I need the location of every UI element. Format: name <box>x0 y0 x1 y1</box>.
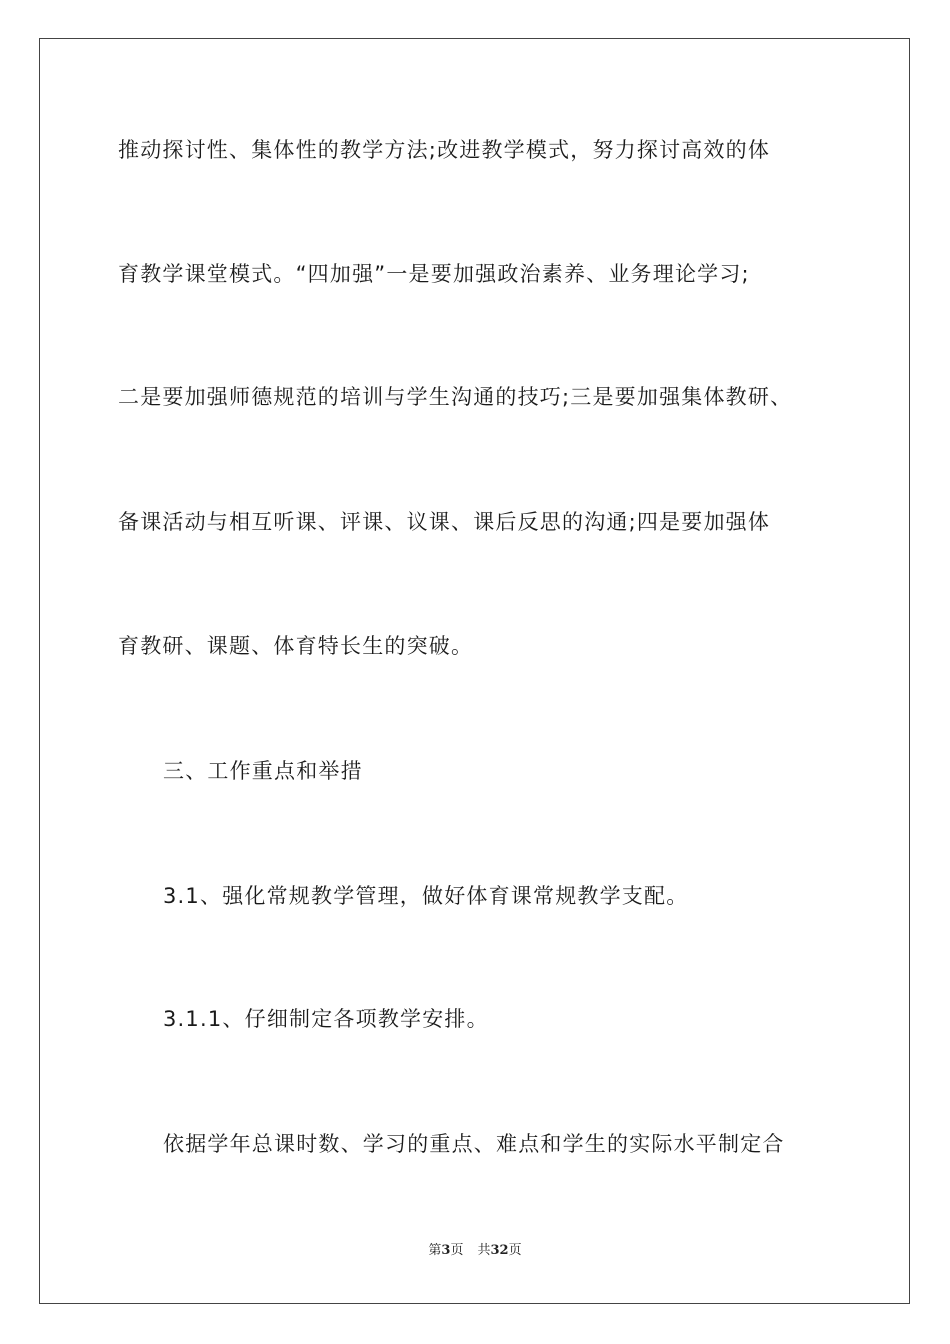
footer-total-suffix: 页 <box>508 1243 522 1258</box>
page-footer <box>0 1243 950 1259</box>
body-line-paragraph-start: 依据学年总课时数、学习的重点、难点和学生的实际水平制定合 <box>163 1132 785 1156</box>
body-line-1: 推动探讨性、集体性的教学方法;改进教学模式，努力探讨高效的体 <box>118 138 771 162</box>
body-line-4: 备课活动与相互听课、评课、议课、课后反思的沟通;四是要加强体 <box>118 510 771 534</box>
body-line-2: 育教学课堂模式。“四加强”一是要加强政治素养、业务理论学习; <box>118 262 750 286</box>
footer-page-suffix: 页 <box>450 1243 464 1258</box>
footer-total-prefix: 共 <box>477 1243 491 1258</box>
footer-page-number: 3 <box>441 1243 451 1258</box>
body-line-5: 育教研、课题、体育特长生的突破。 <box>118 634 474 658</box>
body-line-3: 二是要加强师德规范的培训与学生沟通的技巧;三是要加强集体教研、 <box>118 385 793 409</box>
page-border <box>39 38 910 1304</box>
footer-total-pages: 32 <box>490 1243 509 1258</box>
footer-page-prefix: 第 <box>428 1243 442 1258</box>
subsection-heading-3-1-1: 3.1.1、仔细制定各项教学安排。 <box>163 1007 489 1031</box>
subsection-heading-3-1: 3.1、强化常规教学管理，做好体育课常规教学支配。 <box>163 884 689 908</box>
section-heading: 三、工作重点和举措 <box>163 759 363 783</box>
